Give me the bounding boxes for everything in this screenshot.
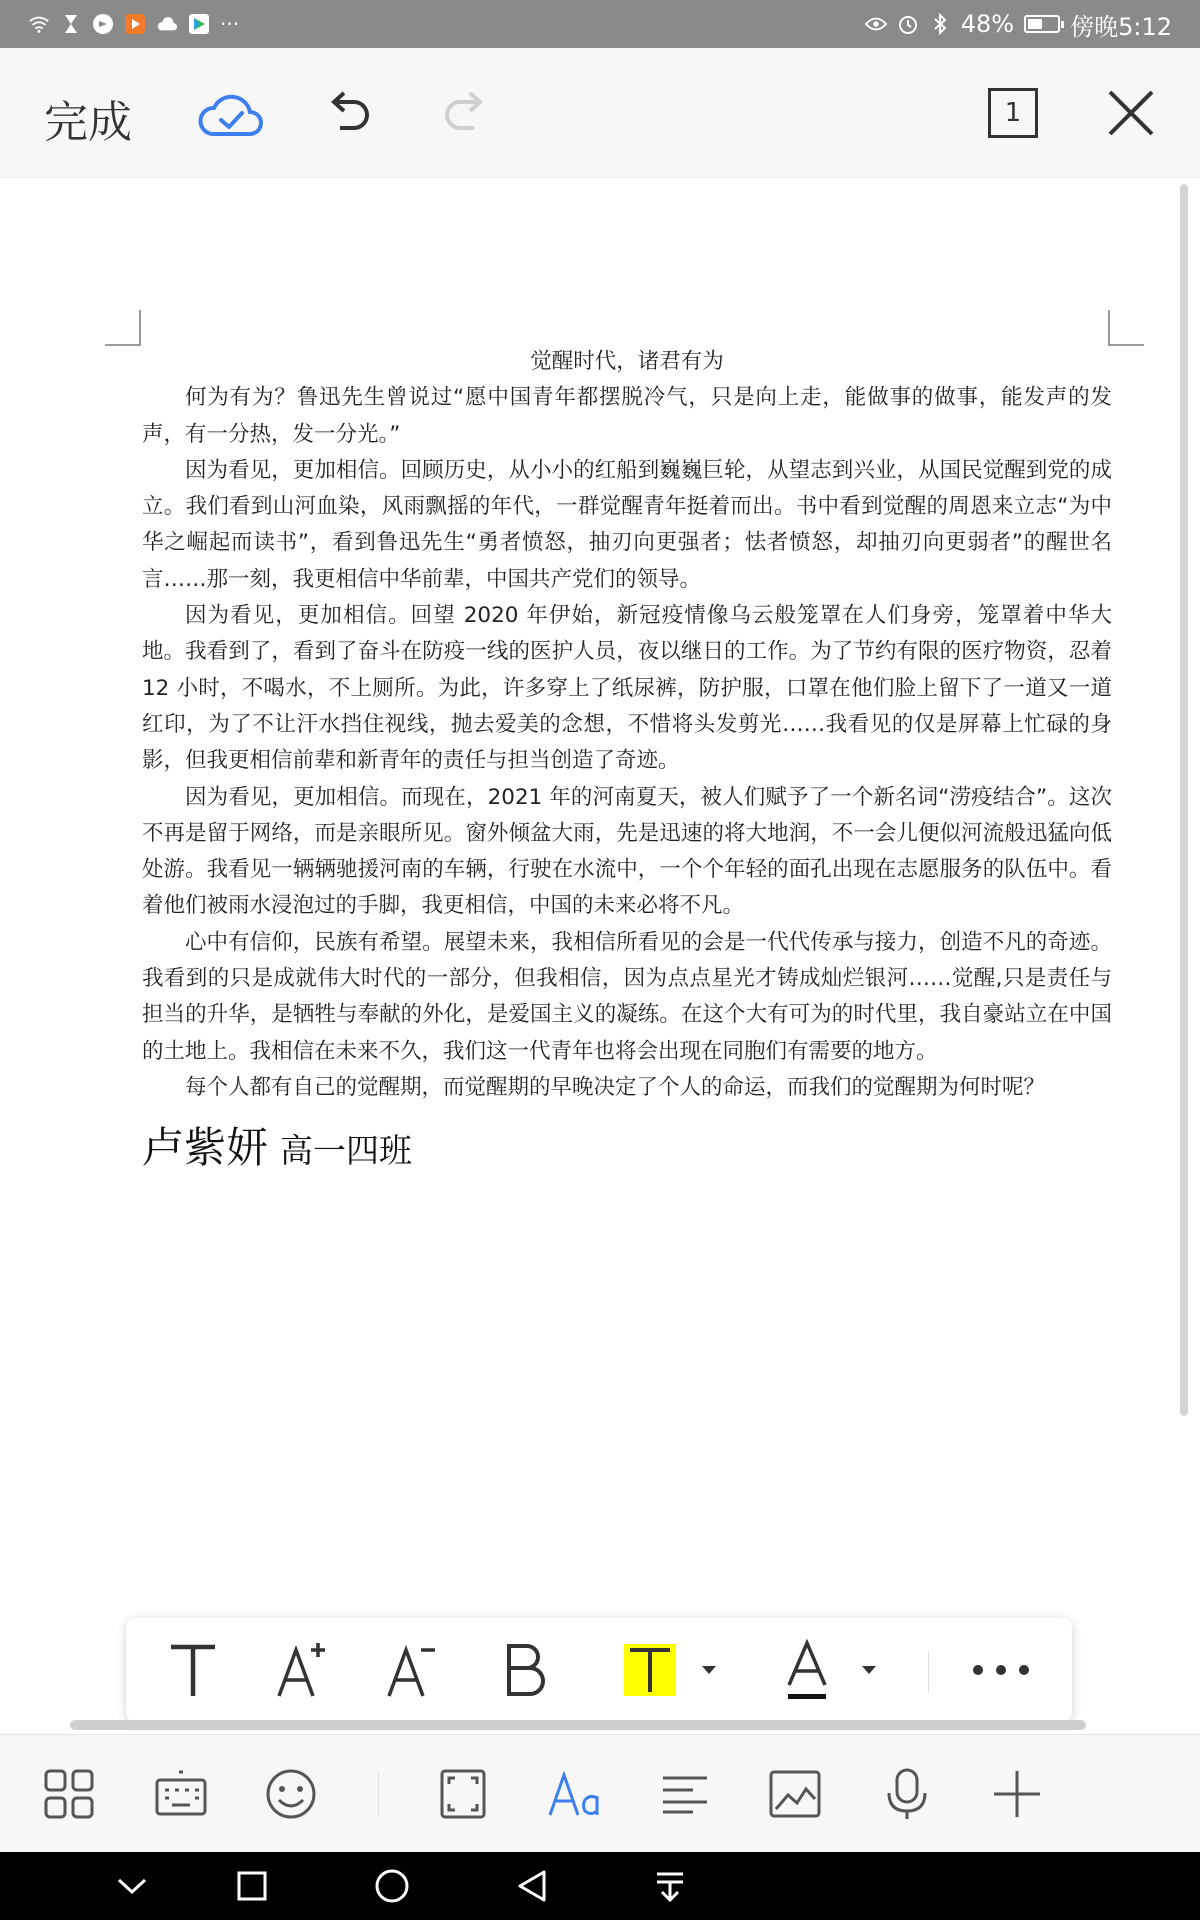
emoji-icon[interactable]	[258, 1761, 324, 1827]
font-color-icon[interactable]	[772, 1634, 842, 1706]
more-options-icon[interactable]	[966, 1634, 1036, 1706]
author-name: 卢紫妍	[142, 1123, 269, 1173]
signature	[142, 1116, 1112, 1188]
video-app-icon	[124, 13, 146, 35]
increase-font-icon[interactable]	[268, 1634, 338, 1706]
highlight-icon[interactable]	[610, 1634, 690, 1706]
font-format-icon[interactable]	[542, 1761, 608, 1827]
paragraph: 因为看见，更加相信。回望 2020 年伊始，新冠疫情像乌云般笼罩在人们身旁，笼罩着中华大地。我看到了，看到了奋斗在防疫一线的医护人员，夜以继日的工作。为了节约有限的医疗物资，忍着 12 小时，不喝水，不上厕所。为此，许多穿上了纸尿裤，防护服，口罩在他们脸上留下了一道又一道红印，为了不让汗水挡住视线，抛去爱美的念想，不惜将头发剪光……我看见的仅是屏幕上忙碌的身影，但我更相信前辈和新青年的责任与担当创造了奇迹。	[142, 603, 1112, 774]
fullscreen-icon[interactable]	[430, 1761, 496, 1827]
bold-icon[interactable]	[490, 1634, 560, 1706]
format-toolbar	[126, 1618, 1072, 1722]
play-store-icon	[188, 13, 210, 35]
apps-grid-icon[interactable]	[36, 1761, 102, 1827]
image-icon[interactable]	[762, 1761, 828, 1827]
close-icon[interactable]	[1096, 78, 1166, 148]
paragraph: 每个人都有自己的觉醒期，而觉醒期的早晚决定了个人的命运，而我们的觉醒期为何时呢？	[185, 1074, 1046, 1100]
battery-percent: 48%	[960, 10, 1015, 38]
hide-keyboard-icon[interactable]	[110, 1864, 154, 1908]
app-notification-icon	[92, 13, 114, 35]
done-button[interactable]: 完成	[44, 86, 132, 150]
bottom-divider	[378, 1773, 379, 1817]
page-count-button[interactable]: 1	[988, 88, 1038, 138]
recent-apps-icon[interactable]	[230, 1864, 274, 1908]
document-content[interactable]	[142, 344, 1112, 1188]
bottom-toolbar	[0, 1734, 1200, 1852]
top-toolbar	[0, 48, 1200, 178]
paragraph: 因为看见，更加相信。而现在，2021 年的河南夏天，被人们赋予了一个新名词“涝疫结合”。这次不再是留于网络，而是亲眼所见。窗外倾盆大雨，先是迅速的将大地润，不一会儿便似河流般迅猛向低处游。我看见一辆辆驰援河南的车辆，行驶在水流中，一个个年轻的面孔出现在志愿服务的队伍中。看着他们被雨水浸泡过的手脚，我更相信，中国的未来必将不凡。	[142, 784, 1112, 919]
clock: 傍晚5:12	[1070, 12, 1172, 41]
status-bar	[0, 0, 1200, 48]
document-title: 觉醒时代，诸君有为	[530, 349, 724, 374]
microphone-icon[interactable]	[874, 1761, 940, 1827]
paragraph: 心中有信仰，民族有希望。展望未来，我相信所看见的会是一代代传承与接力，创造不凡的奇迹。我看到的只是成就伟大时代的一部分，但我相信，因为点点星光才铸成灿烂银河……觉醒,只是责任与担当的升华，是牺牲与奉献的外化，是爱国主义的凝练。在这个大有可为的时代里，我自豪站立在中国的土地上。我相信在未来不久，我们这一代青年也将会出现在同胞们有需要的地方。	[142, 929, 1112, 1064]
alarm-icon	[897, 13, 919, 35]
add-icon[interactable]	[984, 1761, 1050, 1827]
margin-corner-top-left	[105, 310, 141, 346]
battery-icon	[1024, 15, 1060, 33]
keyboard-icon[interactable]	[148, 1761, 214, 1827]
paragraph-align-icon[interactable]	[652, 1761, 718, 1827]
decrease-font-icon[interactable]	[378, 1634, 448, 1706]
hourglass-icon	[60, 13, 82, 35]
toolbar-divider	[928, 1652, 929, 1692]
status-icons-right	[865, 8, 1172, 40]
author-class: 高一四班	[280, 1131, 413, 1171]
margin-corner-top-right	[1108, 310, 1144, 346]
text-style-icon[interactable]	[158, 1634, 228, 1706]
cloud-icon	[156, 13, 178, 35]
document-page[interactable]	[0, 178, 1200, 1734]
undo-icon[interactable]	[314, 78, 384, 148]
paragraph: 因为看见，更加相信。回顾历史，从小小的红船到巍巍巨轮，从望志到兴业，从国民觉醒到党的成立。我们看到山河血染，风雨飘摇的年代，一群觉醒青年挺着而出。书中看到觉醒的周恩来立志“为中华之崛起而读书”，看到鲁迅先生“勇者愤怒，抽刃向更强者；怯者愤怒，却抽刃向更弱者”的醒世名言……那一刻，我更相信中华前辈，中国共产党们的领导。	[142, 457, 1112, 592]
status-icons-left	[28, 8, 239, 40]
notification-pull-down-icon[interactable]	[648, 1864, 692, 1908]
highlight-dropdown-icon[interactable]	[694, 1634, 724, 1706]
back-icon[interactable]	[510, 1864, 554, 1908]
wifi-icon	[28, 13, 50, 35]
more-notifications: ···	[220, 12, 240, 36]
redo-icon[interactable]	[430, 78, 500, 148]
bluetooth-icon	[929, 13, 951, 35]
home-icon[interactable]	[370, 1864, 414, 1908]
horizontal-scrollbar[interactable]	[70, 1720, 1086, 1730]
cloud-sync-icon[interactable]	[196, 78, 266, 148]
eye-icon	[865, 13, 887, 35]
paragraph: 何为有为？鲁迅先生曾说过“愿中国青年都摆脱冷气，只是向上走，能做事的做事，能发声的发声，有一分热，发一分光。”	[142, 385, 1112, 447]
system-nav-bar	[0, 1852, 1200, 1920]
vertical-scrollbar[interactable]	[1180, 184, 1188, 1416]
battery-fill	[1028, 19, 1041, 29]
font-color-dropdown-icon[interactable]	[854, 1634, 884, 1706]
